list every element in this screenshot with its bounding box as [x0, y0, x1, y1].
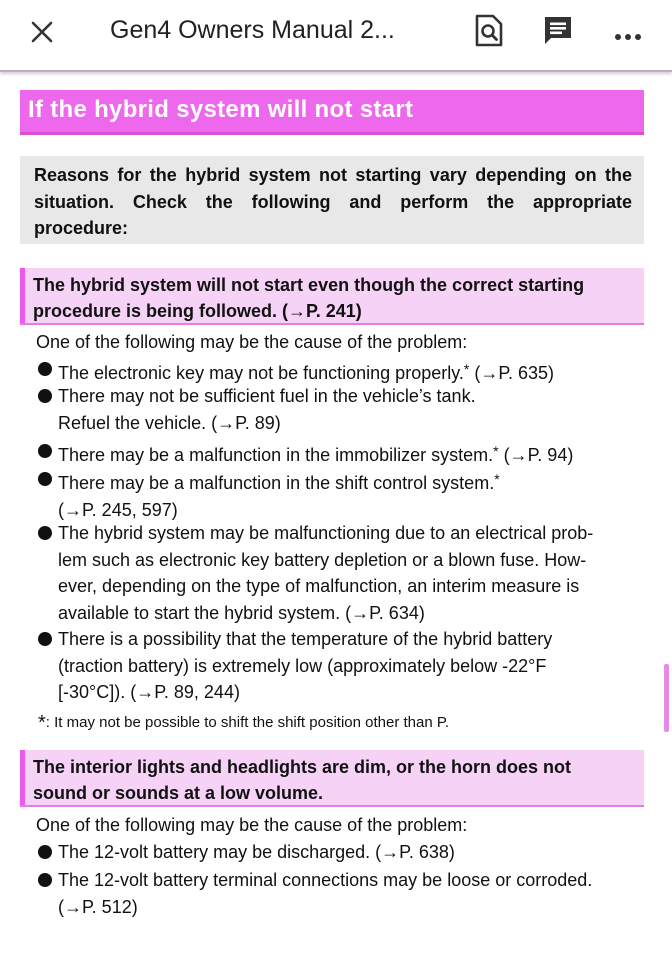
section-heading-line: procedure is being followed. (→P. 241)	[33, 301, 362, 321]
section-heading	[20, 268, 644, 324]
bullet-icon	[38, 472, 52, 486]
lead-text: One of the following may be the cause of the problem:	[36, 815, 468, 835]
heading-underline	[20, 132, 644, 135]
section-heading	[20, 750, 644, 806]
section-heading-line: sound or sounds at a low volume.	[33, 783, 324, 803]
more-vert-icon[interactable]	[612, 20, 644, 54]
search-in-document-icon[interactable]	[473, 14, 505, 48]
bullet-icon	[38, 632, 52, 646]
intro-box: Reasons for the hybrid system not starting vary depending on the situation. Check the following and perform the appropriate procedure:	[20, 156, 644, 244]
page-heading: If the hybrid system will not start	[20, 90, 644, 132]
bullet-icon	[38, 845, 52, 859]
bullet-icon	[38, 873, 52, 887]
section-underline	[20, 805, 644, 807]
app-bar	[0, 0, 672, 72]
bullet-icon	[38, 389, 52, 403]
footnote: *: It may not be possible to shift the shift position other than P.	[38, 712, 450, 734]
section-underline	[20, 323, 644, 325]
section-heading-line: The interior lights and headlights are dim, or the horn does not	[33, 757, 572, 777]
section-heading-line: The hybrid system will not start even though the correct starting	[33, 275, 585, 295]
comment-icon[interactable]	[542, 14, 574, 48]
lead-text: One of the following may be the cause of the problem:	[36, 332, 468, 352]
bullet-icon	[38, 362, 52, 376]
scrollbar-thumb[interactable]	[664, 664, 669, 732]
close-icon[interactable]	[28, 18, 56, 46]
bullet-icon	[38, 444, 52, 458]
bullet-icon	[38, 526, 52, 540]
document-title: Gen4 Owners Manual 2...	[110, 16, 395, 44]
